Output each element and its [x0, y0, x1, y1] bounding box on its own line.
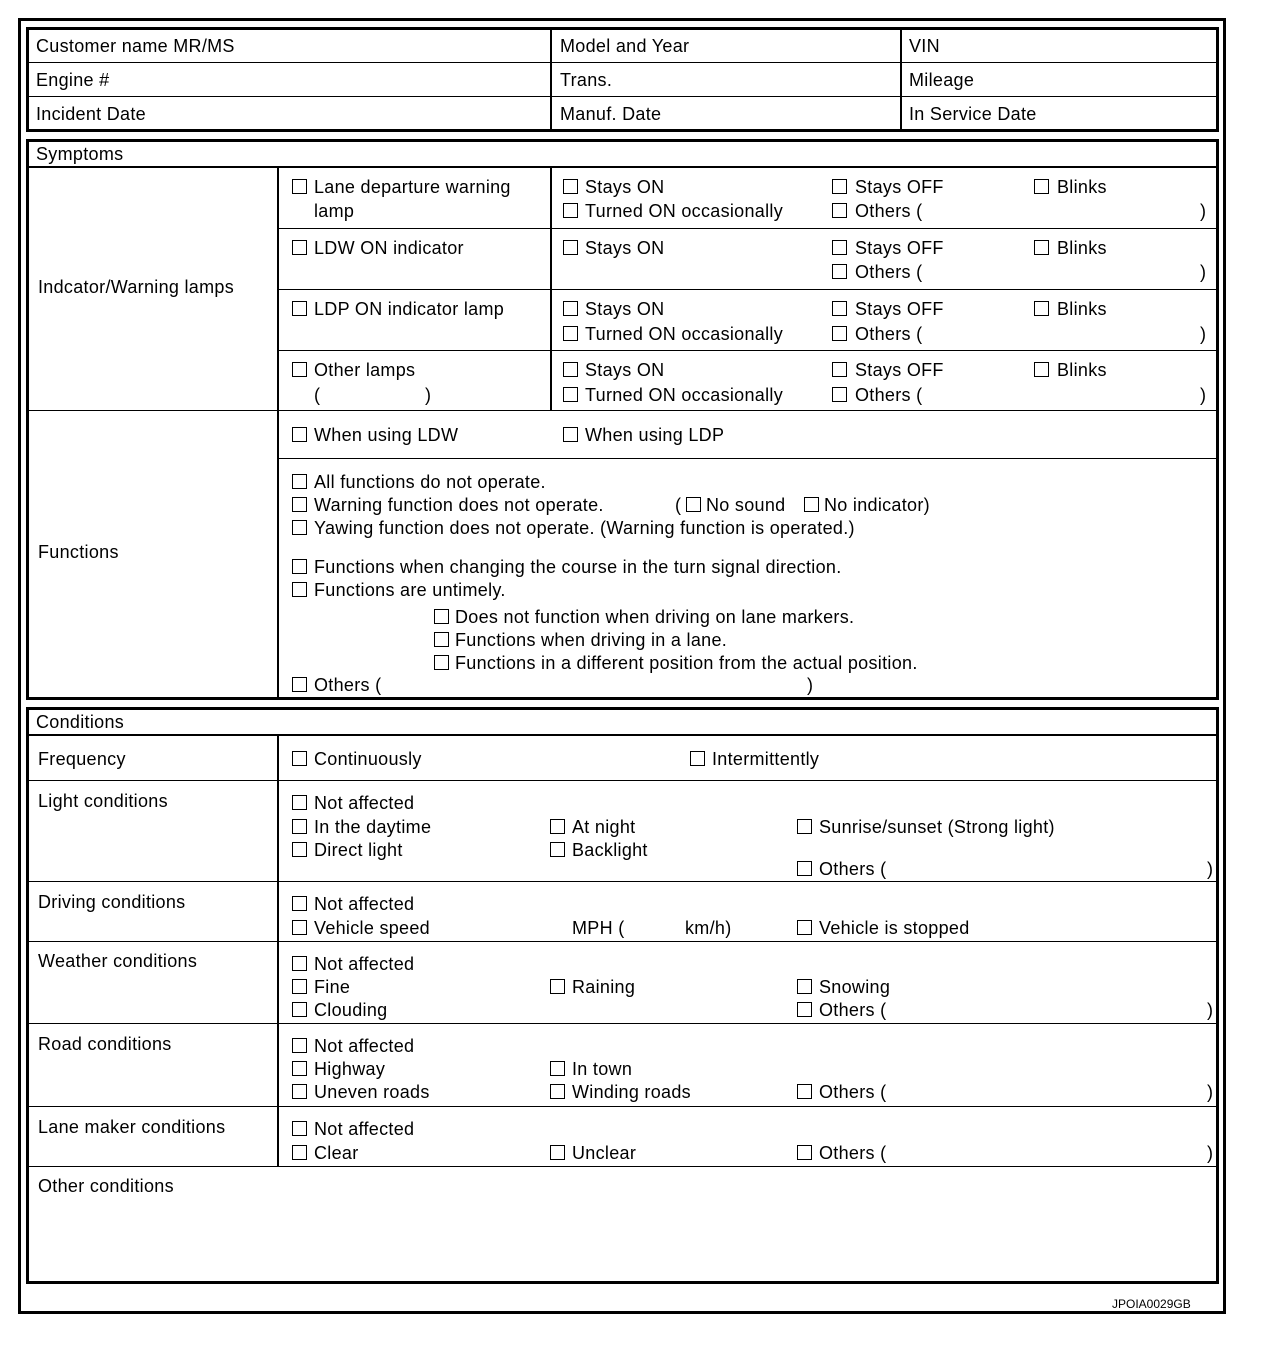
- vehicle-speed-checkbox[interactable]: [292, 920, 307, 935]
- mph-text: MPH (: [572, 918, 625, 938]
- when-using-ldp-checkbox[interactable]: [563, 427, 578, 442]
- at-night-text: At night: [572, 817, 636, 837]
- continuously-text: Continuously: [314, 749, 422, 769]
- no-sound-checkbox[interactable]: [686, 497, 701, 512]
- warning-function-paren: (: [675, 495, 682, 515]
- functions-others-close: ): [807, 675, 814, 695]
- lamp4-others-close: ): [1200, 385, 1207, 405]
- customer-name-label: Customer name MR/MS: [36, 36, 235, 56]
- lane-departure-lamp-checkbox[interactable]: [292, 179, 307, 194]
- other-lamps-label: Other lamps: [314, 360, 416, 380]
- uneven-roads-checkbox[interactable]: [292, 1084, 307, 1099]
- sunrise-sunset-checkbox[interactable]: [797, 819, 812, 834]
- unclear-checkbox[interactable]: [550, 1145, 565, 1160]
- driving-not-affected: Not affected: [314, 894, 415, 914]
- road-conditions-label: Road conditions: [38, 1034, 172, 1054]
- lane-not-affected: Not affected: [314, 1119, 415, 1139]
- weather-conditions-label: Weather conditions: [38, 951, 198, 971]
- lamp3-blinks-checkbox[interactable]: [1034, 301, 1049, 316]
- no-sound-text: No sound: [706, 495, 786, 515]
- in-lane-text: Functions when driving in a lane.: [455, 630, 728, 650]
- ldw-on-indicator-label: LDW ON indicator: [314, 238, 464, 258]
- driving-not-affected-checkbox[interactable]: [292, 896, 307, 911]
- vin-label: VIN: [909, 36, 940, 56]
- backlight-text: Backlight: [572, 840, 648, 860]
- sunrise-sunset-text: Sunrise/sunset (Strong light): [819, 817, 1055, 837]
- different-position-text: Functions in a different position from the actual position.: [455, 653, 918, 673]
- lane-markers-text: Does not function when driving on lane markers.: [455, 607, 855, 627]
- lamp4-turned-on: Turned ON occasionally: [585, 385, 784, 405]
- lamp1-others: Others (: [855, 201, 923, 221]
- lamp4-others-checkbox[interactable]: [832, 387, 847, 402]
- lamp1-stays-off-checkbox[interactable]: [832, 179, 847, 194]
- lamp4-others: Others (: [855, 385, 923, 405]
- driving-conditions-label: Driving conditions: [38, 892, 186, 912]
- vehicle-stopped-checkbox[interactable]: [797, 920, 812, 935]
- in-service-date-label: In Service Date: [909, 104, 1037, 124]
- intermittently-text: Intermittently: [712, 749, 820, 769]
- direct-light-checkbox[interactable]: [292, 842, 307, 857]
- in-town-checkbox[interactable]: [550, 1061, 565, 1076]
- lamp1-stays-on-checkbox[interactable]: [563, 179, 578, 194]
- manuf-date-label: Manuf. Date: [560, 104, 662, 124]
- raining-checkbox[interactable]: [550, 979, 565, 994]
- lamp1-blinks-checkbox[interactable]: [1034, 179, 1049, 194]
- lamp2-stays-on: Stays ON: [585, 238, 665, 258]
- weather-others-text: Others (: [819, 1000, 887, 1020]
- other-lamps-paren-close: ): [425, 385, 432, 405]
- lamp2-stays-on-checkbox[interactable]: [563, 240, 578, 255]
- snowing-text: Snowing: [819, 977, 891, 997]
- lamp4-blinks-checkbox[interactable]: [1034, 362, 1049, 377]
- other-lamps-checkbox[interactable]: [292, 362, 307, 377]
- daytime-checkbox[interactable]: [292, 819, 307, 834]
- kmh-text: km/h): [685, 918, 732, 938]
- lane-markers-checkbox[interactable]: [434, 609, 449, 624]
- direct-light-text: Direct light: [314, 840, 403, 860]
- no-indicator-checkbox[interactable]: [804, 497, 819, 512]
- light-conditions-label: Light conditions: [38, 791, 168, 811]
- when-using-ldw-checkbox[interactable]: [292, 427, 307, 442]
- different-position-checkbox[interactable]: [434, 655, 449, 670]
- light-others-close: ): [1207, 859, 1214, 879]
- lamp3-stays-on: Stays ON: [585, 299, 665, 319]
- road-others-text: Others (: [819, 1082, 887, 1102]
- lamp3-others-checkbox[interactable]: [832, 326, 847, 341]
- engine-label: Engine #: [36, 70, 110, 90]
- weather-others-checkbox[interactable]: [797, 1002, 812, 1017]
- ldp-on-indicator-checkbox[interactable]: [292, 301, 307, 316]
- figure-code: JPOIA0029GB: [1112, 1297, 1191, 1311]
- road-not-affected: Not affected: [314, 1036, 415, 1056]
- in-town-text: In town: [572, 1059, 633, 1079]
- road-not-affected-checkbox[interactable]: [292, 1038, 307, 1053]
- lane-maker-conditions-label: Lane maker conditions: [38, 1117, 226, 1137]
- fine-checkbox[interactable]: [292, 979, 307, 994]
- ldp-on-indicator-label: LDP ON indicator lamp: [314, 299, 505, 319]
- lamp4-stays-on: Stays ON: [585, 360, 665, 380]
- clouding-text: Clouding: [314, 1000, 388, 1020]
- lamp4-turned-on-checkbox[interactable]: [563, 387, 578, 402]
- fine-text: Fine: [314, 977, 351, 997]
- lamp2-stays-off-checkbox[interactable]: [832, 240, 847, 255]
- clear-checkbox[interactable]: [292, 1145, 307, 1160]
- model-year-label: Model and Year: [560, 36, 690, 56]
- unclear-text: Unclear: [572, 1143, 637, 1163]
- lane-others-text: Others (: [819, 1143, 887, 1163]
- lamp1-turned-on-checkbox[interactable]: [563, 203, 578, 218]
- indicator-warning-lamps-label: Indcator/Warning lamps: [38, 277, 235, 297]
- lane-not-affected-checkbox[interactable]: [292, 1121, 307, 1136]
- lane-others-checkbox[interactable]: [797, 1145, 812, 1160]
- road-others-close: ): [1207, 1082, 1214, 1102]
- lamp2-others: Others (: [855, 262, 923, 282]
- clear-text: Clear: [314, 1143, 359, 1163]
- light-not-affected-checkbox[interactable]: [292, 795, 307, 810]
- lamp4-stays-off-checkbox[interactable]: [832, 362, 847, 377]
- no-indicator-text: No indicator): [824, 495, 930, 515]
- lamp4-stays-off: Stays OFF: [855, 360, 944, 380]
- turn-signal-checkbox[interactable]: [292, 559, 307, 574]
- functions-label: Functions: [38, 542, 119, 562]
- lamp2-blinks-checkbox[interactable]: [1034, 240, 1049, 255]
- lamp3-stays-on-checkbox[interactable]: [563, 301, 578, 316]
- mileage-label: Mileage: [909, 70, 975, 90]
- lamp3-stays-off: Stays OFF: [855, 299, 944, 319]
- frequency-label: Frequency: [38, 749, 126, 769]
- other-lamps-paren-open: (: [314, 385, 321, 405]
- daytime-text: In the daytime: [314, 817, 432, 837]
- intermittently-checkbox[interactable]: [690, 751, 705, 766]
- at-night-checkbox[interactable]: [550, 819, 565, 834]
- warning-function-text: Warning function does not operate.: [314, 495, 604, 515]
- all-functions-checkbox[interactable]: [292, 474, 307, 489]
- lamp4-blinks: Blinks: [1057, 360, 1107, 380]
- lamp1-stays-off: Stays OFF: [855, 177, 944, 197]
- lamp1-others-close: ): [1200, 201, 1207, 221]
- weather-not-affected-checkbox[interactable]: [292, 956, 307, 971]
- raining-text: Raining: [572, 977, 636, 997]
- vehicle-speed-text: Vehicle speed: [314, 918, 430, 938]
- snowing-checkbox[interactable]: [797, 979, 812, 994]
- ldw-on-indicator-checkbox[interactable]: [292, 240, 307, 255]
- highway-text: Highway: [314, 1059, 386, 1079]
- road-others-checkbox[interactable]: [797, 1084, 812, 1099]
- light-not-affected: Not affected: [314, 793, 415, 813]
- clouding-checkbox[interactable]: [292, 1002, 307, 1017]
- winding-roads-checkbox[interactable]: [550, 1084, 565, 1099]
- continuously-checkbox[interactable]: [292, 751, 307, 766]
- lamp2-others-checkbox[interactable]: [832, 264, 847, 279]
- lamp1-stays-on: Stays ON: [585, 177, 665, 197]
- turn-signal-text: Functions when changing the course in the turn signal direction.: [314, 557, 842, 577]
- incident-date-label: Incident Date: [36, 104, 146, 124]
- lamp4-stays-on-checkbox[interactable]: [563, 362, 578, 377]
- conditions-title: Conditions: [36, 712, 125, 732]
- lamp3-blinks: Blinks: [1057, 299, 1107, 319]
- lane-departure-lamp-label-2: lamp: [314, 201, 355, 221]
- yawing-function-checkbox[interactable]: [292, 520, 307, 535]
- functions-others-text: Others (: [314, 675, 382, 695]
- untimely-checkbox[interactable]: [292, 582, 307, 597]
- lamp3-others: Others (: [855, 324, 923, 344]
- light-others-checkbox[interactable]: [797, 861, 812, 876]
- lamp2-others-close: ): [1200, 262, 1207, 282]
- lamp3-stays-off-checkbox[interactable]: [832, 301, 847, 316]
- lamp3-others-close: ): [1200, 324, 1207, 344]
- lamp2-stays-off: Stays OFF: [855, 238, 944, 258]
- backlight-checkbox[interactable]: [550, 842, 565, 857]
- trans-label: Trans.: [560, 70, 613, 90]
- weather-others-close: ): [1207, 1000, 1214, 1020]
- warning-function-checkbox[interactable]: [292, 497, 307, 512]
- winding-roads-text: Winding roads: [572, 1082, 691, 1102]
- lane-departure-lamp-label: Lane departure warning: [314, 177, 511, 197]
- in-lane-checkbox[interactable]: [434, 632, 449, 647]
- when-using-ldp: When using LDP: [585, 425, 725, 445]
- lamp1-blinks: Blinks: [1057, 177, 1107, 197]
- light-others-text: Others (: [819, 859, 887, 879]
- untimely-text: Functions are untimely.: [314, 580, 506, 600]
- uneven-roads-text: Uneven roads: [314, 1082, 430, 1102]
- when-using-ldw: When using LDW: [314, 425, 459, 445]
- all-functions-text: All functions do not operate.: [314, 472, 546, 492]
- lamp3-turned-on-checkbox[interactable]: [563, 326, 578, 341]
- weather-not-affected: Not affected: [314, 954, 415, 974]
- highway-checkbox[interactable]: [292, 1061, 307, 1076]
- other-conditions-label: Other conditions: [38, 1176, 174, 1196]
- lamp1-others-checkbox[interactable]: [832, 203, 847, 218]
- lamp1-turned-on: Turned ON occasionally: [585, 201, 784, 221]
- symptoms-title: Symptoms: [36, 144, 124, 164]
- vehicle-stopped-text: Vehicle is stopped: [819, 918, 970, 938]
- lane-others-close: ): [1207, 1143, 1214, 1163]
- functions-others-checkbox[interactable]: [292, 677, 307, 692]
- lamp3-turned-on: Turned ON occasionally: [585, 324, 784, 344]
- yawing-function-text: Yawing function does not operate. (Warning function is operated.): [314, 518, 855, 538]
- lamp2-blinks: Blinks: [1057, 238, 1107, 258]
